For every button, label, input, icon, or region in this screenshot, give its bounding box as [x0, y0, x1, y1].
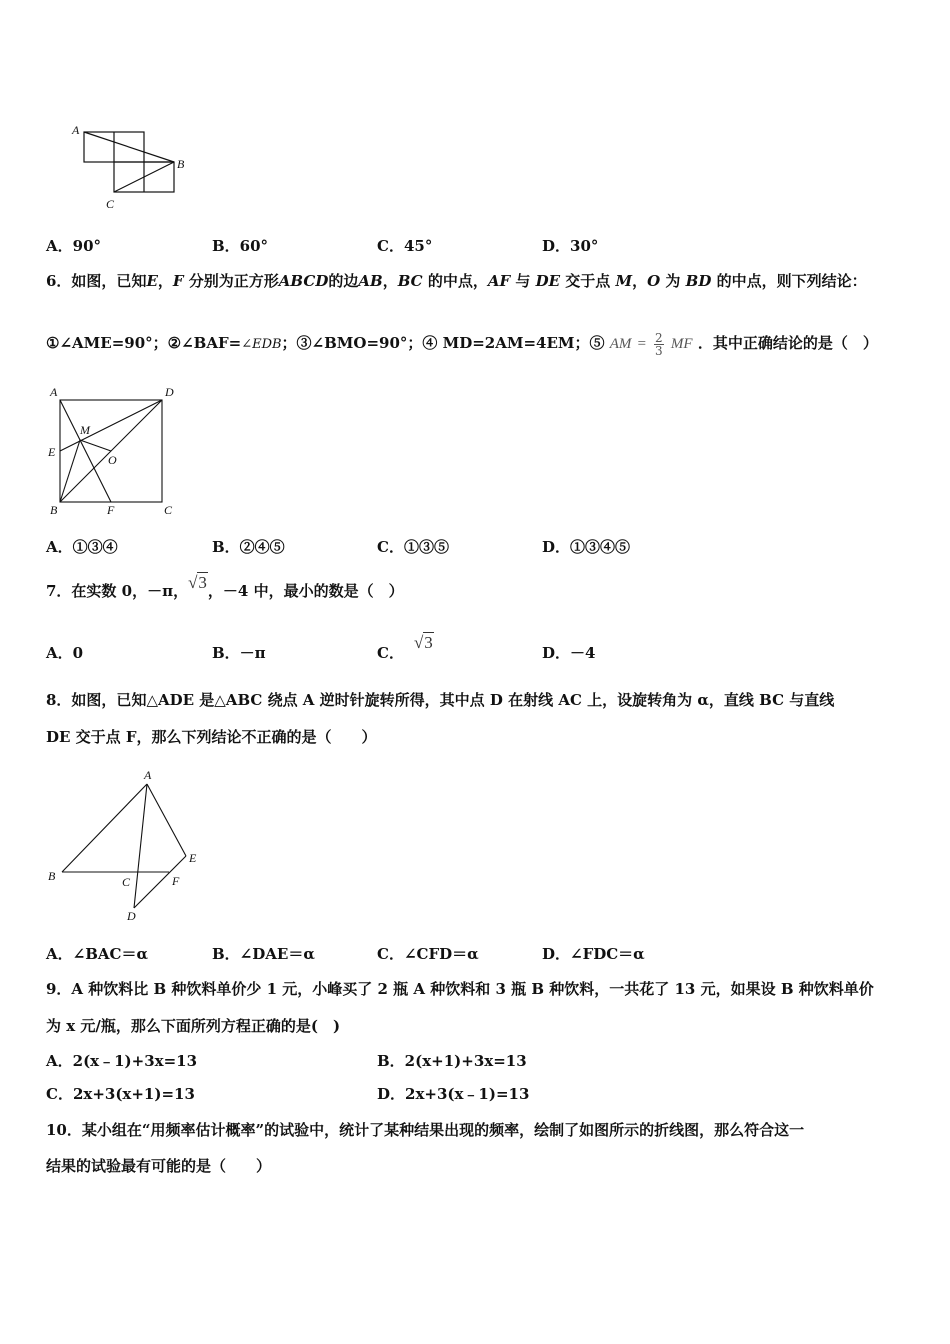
- q9-option-c[interactable]: C．2x+3(x+1)=13: [46, 1085, 195, 1103]
- q8-stem-line1: 8．如图，已知△ADE 是△ABC 绕点 A 逆时针旋转所得，其中点 D 在射线 AC 上，设旋转角为 α，直线 BC 与直线: [46, 691, 835, 709]
- q6-stem-bd: BD: [685, 272, 712, 290]
- q8-label-f: F: [172, 874, 180, 888]
- q6-stem-o: O: [647, 272, 661, 290]
- q6-label-a: A: [50, 385, 58, 399]
- q6-label-c: C: [164, 503, 173, 517]
- q6-stem-mid6: 为: [660, 272, 686, 290]
- q6-c1: ①∠AME=90°；②∠BAF=: [46, 334, 242, 352]
- q5-label-c: C: [106, 197, 115, 211]
- q8-option-c[interactable]: C．∠CFD＝α: [377, 945, 479, 963]
- q6-option-a[interactable]: A．①③④: [46, 538, 118, 556]
- q6-label-e: E: [48, 445, 56, 459]
- q6-c1b: ∠EDB: [241, 337, 282, 352]
- q6-label-f: F: [107, 503, 115, 517]
- q5-segment-ab: [84, 132, 174, 162]
- q7-option-c[interactable]: [377, 633, 433, 663]
- q7-option-c-label: C．: [377, 644, 404, 662]
- q7-option-c-sqrt: √3: [413, 633, 433, 652]
- q7-option-d[interactable]: D．－4: [542, 644, 596, 662]
- q5-option-b[interactable]: B．60°: [212, 237, 269, 255]
- q6-stem-pre: 6．如图，已知: [46, 272, 147, 290]
- q6-option-c[interactable]: C．①③⑤: [377, 538, 449, 556]
- q6-frac-eq: =: [636, 336, 647, 352]
- q6-frac-right: MF: [670, 336, 693, 352]
- q7-stem-b: ，－4 中，最小的数是（ ）: [207, 582, 404, 600]
- q6-segment-de: [60, 400, 162, 451]
- q6-conclusions: [46, 330, 878, 358]
- q8-label-d: D: [127, 909, 136, 923]
- q5-label-b: B: [177, 157, 185, 171]
- q8-triangle-diagram: [44, 764, 214, 929]
- q6-c-end: ．其中正确结论的是（ ）: [697, 334, 878, 352]
- q5-option-a[interactable]: A．90°: [46, 237, 102, 255]
- q8-figure: [44, 764, 214, 933]
- q9-option-a[interactable]: A．2(x﹣1)+3x=13: [46, 1052, 198, 1070]
- q6-stem-bc: BC: [397, 272, 423, 290]
- q7-option-c-val: 3: [424, 633, 433, 652]
- q6-stem-comma2: ，: [382, 272, 398, 290]
- q6-stem-comma: ，: [157, 272, 173, 290]
- q8-segment-ae: [147, 784, 186, 856]
- q6-frac-num: 2: [655, 330, 663, 345]
- q6-stem-mid2: 的边: [328, 272, 359, 290]
- q5-label-a: A: [72, 123, 80, 137]
- q6-stem-abcd: ABCD: [278, 272, 329, 290]
- q6-figure: [44, 384, 184, 523]
- q5-figure: [70, 120, 200, 219]
- q6-stem-e: E: [146, 272, 158, 290]
- q7-stem-a: 7．在实数 0，－π，: [46, 582, 189, 600]
- q10-stem-line1: 10．某小组在“用频率估计概率”的试验中，统计了某种结果出现的频率，绘制了如图所示的折线图，那么符合这一: [46, 1121, 805, 1139]
- q6-option-d[interactable]: D．①③④⑤: [542, 538, 631, 556]
- q8-label-a: A: [144, 768, 152, 782]
- q6-stem-f: F: [172, 272, 184, 290]
- q6-label-d: D: [165, 385, 174, 399]
- q6-stem-end: 的中点，则下列结论：: [711, 272, 867, 290]
- q6-label-o: O: [108, 453, 117, 467]
- q6-label-b: B: [50, 503, 58, 517]
- q6-frac-den: 3: [655, 343, 663, 358]
- q6-label-m: M: [80, 423, 90, 437]
- q8-segment-ab: [62, 784, 147, 872]
- q6-stem-ab: AB: [358, 272, 383, 290]
- q6-stem: [46, 271, 867, 291]
- q6-fraction: [654, 332, 664, 357]
- q7-stem: [46, 573, 404, 604]
- q6-square-diagram: [44, 384, 184, 519]
- q7-option-a[interactable]: A．0: [46, 644, 84, 662]
- q9-stem-line1: 9．A 种饮料比 B 种饮料单价少 1 元，小峰买了 2 瓶 A 种饮料和 3 瓶 B 种饮料，一共花了 13 元，如果设 B 种饮料单价: [46, 980, 874, 998]
- q5-grid-diagram: [70, 120, 200, 215]
- q7-option-b[interactable]: B．－π: [212, 644, 266, 662]
- q8-stem-line2: DE 交于点 F，那么下列结论不正确的是（ ）: [46, 728, 377, 746]
- q6-stem-mid: 分别为正方形: [183, 272, 279, 290]
- q8-option-d[interactable]: D．∠FDC＝α: [542, 945, 645, 963]
- q9-option-d[interactable]: D．2x+3(x﹣1)=13: [377, 1085, 530, 1103]
- q6-stem-m: M: [615, 272, 633, 290]
- q5-option-d[interactable]: D．30°: [542, 237, 599, 255]
- q6-frac-left: AM: [609, 336, 632, 352]
- q10-stem-line2: 结果的试验最有可能的是（ ）: [46, 1157, 272, 1175]
- q6-stem-comma3: ，: [632, 272, 648, 290]
- q9-option-b[interactable]: B．2(x+1)+3x=13: [377, 1052, 527, 1070]
- q6-stem-mid5: 交于点: [560, 272, 616, 290]
- q5-option-c[interactable]: C．45°: [377, 237, 433, 255]
- q8-option-b[interactable]: B．∠DAE＝α: [212, 945, 315, 963]
- q7-sqrt-val: 3: [198, 573, 207, 592]
- q7-sqrt: √3: [188, 573, 207, 592]
- q6-stem-mid4: 与: [510, 272, 536, 290]
- q8-segment-ad: [134, 784, 147, 908]
- q8-label-b: B: [48, 869, 56, 883]
- q8-label-e: E: [189, 851, 197, 865]
- q6-stem-af: AF: [487, 272, 511, 290]
- q9-stem-line2: 为 x 元/瓶，那么下面所列方程正确的是( ): [46, 1017, 341, 1035]
- q6-c1c: ；③∠BMO=90°；④ MD=2AM=4EM；⑤: [281, 334, 605, 352]
- q8-label-c: C: [122, 875, 131, 889]
- q6-stem-de: DE: [535, 272, 561, 290]
- q6-option-b[interactable]: B．②④⑤: [212, 538, 285, 556]
- q8-option-a[interactable]: A．∠BAC＝α: [46, 945, 149, 963]
- q6-stem-mid3: 的中点，: [422, 272, 488, 290]
- q6-segment-af: [60, 400, 111, 502]
